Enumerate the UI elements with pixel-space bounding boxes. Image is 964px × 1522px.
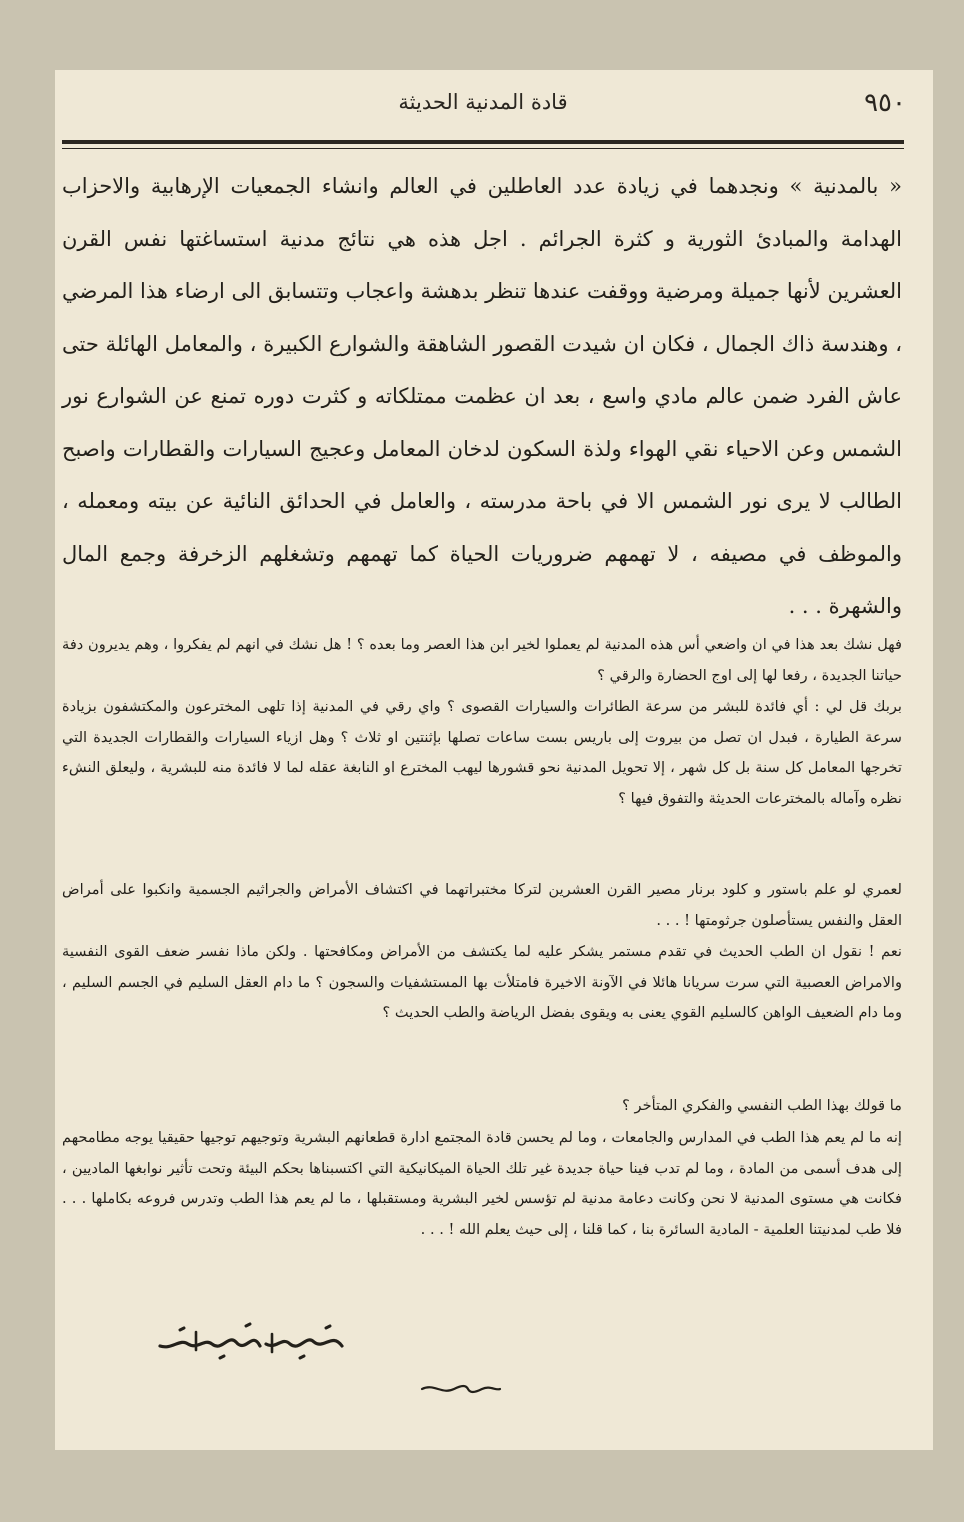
body-paragraph: لعمري لو علم باستور و كلود برنار مصير القرن العشرين لتركا مختبراتهما في اكتشاف الأمراض والجراثيم الجسمية وانكبوا على أمراض العقل والنفس يستأصلون جرثومتها ! . . . [62, 881, 902, 929]
header-rule-thin [62, 148, 904, 149]
page-header [60, 88, 906, 128]
end-ornament [420, 1382, 502, 1396]
running-title: قادة المدنية الحديثة [398, 90, 568, 114]
body-paragraph: فهل نشك بعد هذا في ان واضعي أس هذه المدنية لم يعملوا لخير ابن هذا العصر وما بعده ؟ ! هل نشك في انهم لم يفكروا ، وهم يديرون دفة حياتنا الجديدة ، رفعا لها إلى اوج الحضارة والرقي ؟ [62, 636, 902, 684]
body-paragraph: نعم ! نقول ان الطب الحديث في تقدم مستمر يشكر عليه لما يكتشف من الأمراض ومكافحتها . ولكن ماذا نفسر ضعف القوى النفسية والامراض العصبية التي سرت سريانا هائلا في الآونة الاخيرة فامتلأت بها المستشفيات والسجون ؟ ما دام العقل السليم في الجسم السليم ، وما دام الضعيف الواهن كالسليم القوي يعنى به ويقوى بفضل الرياضة والطب الحديث ؟ [62, 943, 902, 1022]
page-number: ٩٥٠ [864, 88, 906, 118]
body-paragraph: بربك قل لي : أي فائدة للبشر من سرعة الطائرات والسيارات القصوى ؟ واي رقي في المدنية إذا تلهى المخترعون والمكتشفون بزيادة سرعة الطيارة ، فبدل ان تصل من بيروت إلى باريس بست ساعات تصلها بإثنتين او ثلاث ؟ وهل ازياء السيارات والقطارات الجديدة التي تخرجها المعامل كل سنة بل كل شهر ، إلا تحويل المدنية نحو قشورها ليهب المخترع او النابغة عقله لما لا فائدة منه للبشرية ، وليعلق النشء نظره وآماله بالمخترعات الحديثة والتفوق فيها ؟ [62, 698, 902, 807]
header-rule-thick [62, 140, 904, 144]
intro-paragraph: « بالمدنية » ونجدهما في زيادة عدد العاطلين في العالم وانشاء الجمعيات الإرهابية والاحزاب الهدامة والمبادئ الثورية و كثرة الجرائم . اجل هذه هي نتائج مدنية استساغتها نفس القرن العشرين لأنها جميلة ومرضية ووقفت عندها تنظر بدهشة واعجاب وتتسابق الى ارضاء هذا المرضي ، وهندسة ذاك الجمال ، فكان ان شيدت القصور الشاهقة والشوارع الكبيرة ، والمعامل الهائلة حتى عاش الفرد ضمن عالم مادي واسع ، بعد ان عظمت ممتلكاته و كثرت دوره تمنع عن الشوارع نور الشمس وعن الاحياء نقي الهواء ولذة السكون لدخان المعامل وعجيج السيارات والقطارات واصبح الطالب لا يرى نور الشمس الا في باحة مدرسته ، والعامل في الحدائق النائية عن بيته ومعمله ، والموظف في مصيفه ، لا تهمهم ضروريات الحياة كما تهمهم وتشغلهم الزخرفة وجمع المال والشهرة . . . [62, 174, 902, 618]
body-paragraph: ما قولك بهذا الطب النفسي والفكري المتأخر ؟ [622, 1097, 902, 1114]
author-signature [150, 1316, 350, 1366]
body-paragraph: إنه ما لم يعم هذا الطب في المدارس والجامعات ، وما لم يحسن قادة المجتمع ادارة قطعانهم البشرية وتوجيهم توجيها حقيقيا يوجه مطامحهم إلى هدف أسمى من المادة ، وما لم تدب فينا حياة جديدة غير تلك الحياة الميكانيكية التي اكتسبناها بحكم البيئة وتحت تأثير نوابغها الماديين ، فكانت هي مستوى المدنية لا نحن وكانت دعامة مدنية لم تؤسس لخير البشرية ومستقبلها ، ما لم يعم هذا الطب وتدرس فروعه بكاملها . . . فلا طب لمدنيتنا العلمية - المادية السائرة بنا ، كما قلنا ، إلى حيث يعلم الله ! . . . [62, 1129, 902, 1238]
